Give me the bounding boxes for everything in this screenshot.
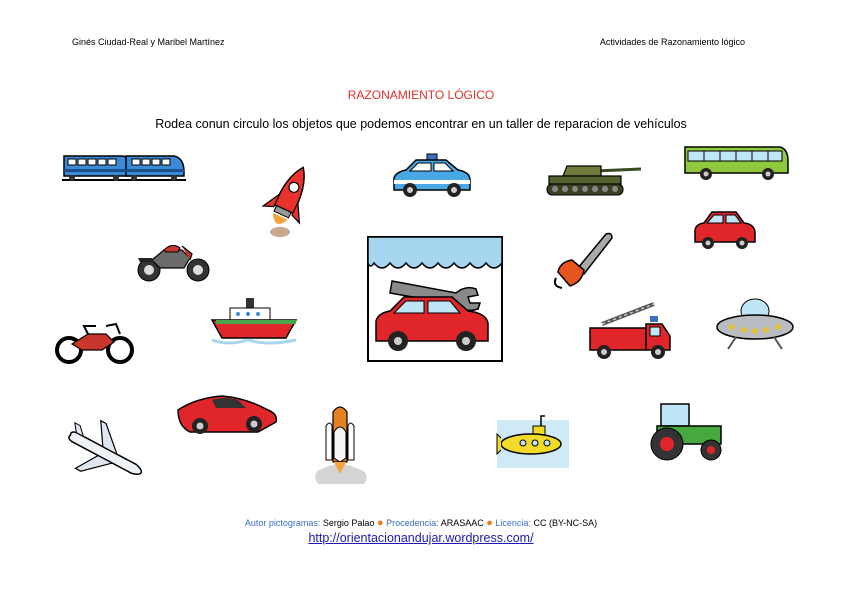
tractor-icon[interactable] xyxy=(645,400,727,462)
source-label: Procedencia: xyxy=(386,518,439,528)
page-title: RAZONAMIENTO LÓGICO xyxy=(347,88,495,102)
separator-dot-icon: ● xyxy=(486,517,493,529)
rocket-icon[interactable] xyxy=(258,160,318,240)
police-car-icon[interactable] xyxy=(390,152,474,200)
submarine-icon[interactable] xyxy=(495,412,571,470)
bus-icon[interactable] xyxy=(682,143,790,183)
sports-car-icon[interactable] xyxy=(176,386,280,438)
motorcycle-icon[interactable] xyxy=(54,316,136,366)
motorbike-icon[interactable] xyxy=(134,236,214,286)
fire-truck-icon[interactable] xyxy=(588,302,672,364)
author-value: Sergio Palao xyxy=(322,518,375,528)
separator-dot-icon: ● xyxy=(376,517,384,529)
license-label: Licencia: xyxy=(495,518,531,528)
garage-icon[interactable] xyxy=(366,233,506,365)
header-right: Actividades de Razonamiento lógico xyxy=(599,37,745,47)
airplane-icon[interactable] xyxy=(60,420,148,486)
ufo-icon[interactable] xyxy=(714,293,796,353)
car-icon[interactable] xyxy=(692,208,758,254)
author-label: Autor pictogramas: xyxy=(244,518,321,528)
website-link[interactable]: http://orientacionandujar.wordpress.com/ xyxy=(308,531,534,545)
license-value: CC (BY-NC-SA) xyxy=(533,518,598,528)
instruction-text: Rodea conun circulo los objetos que podemos encontrar en un taller de reparacion de vehículos xyxy=(155,117,687,131)
credits-footer xyxy=(0,517,842,529)
chainsaw-icon[interactable] xyxy=(552,228,616,294)
source-value: ARASAAC xyxy=(440,518,484,528)
header-left: Ginés Ciudad-Real y Maribel Martínez xyxy=(72,37,225,47)
train-icon[interactable] xyxy=(62,150,186,184)
website-link-row xyxy=(0,531,842,545)
tank-icon[interactable] xyxy=(545,158,643,198)
space-shuttle-icon[interactable] xyxy=(300,402,382,488)
boat-icon[interactable] xyxy=(208,294,300,348)
